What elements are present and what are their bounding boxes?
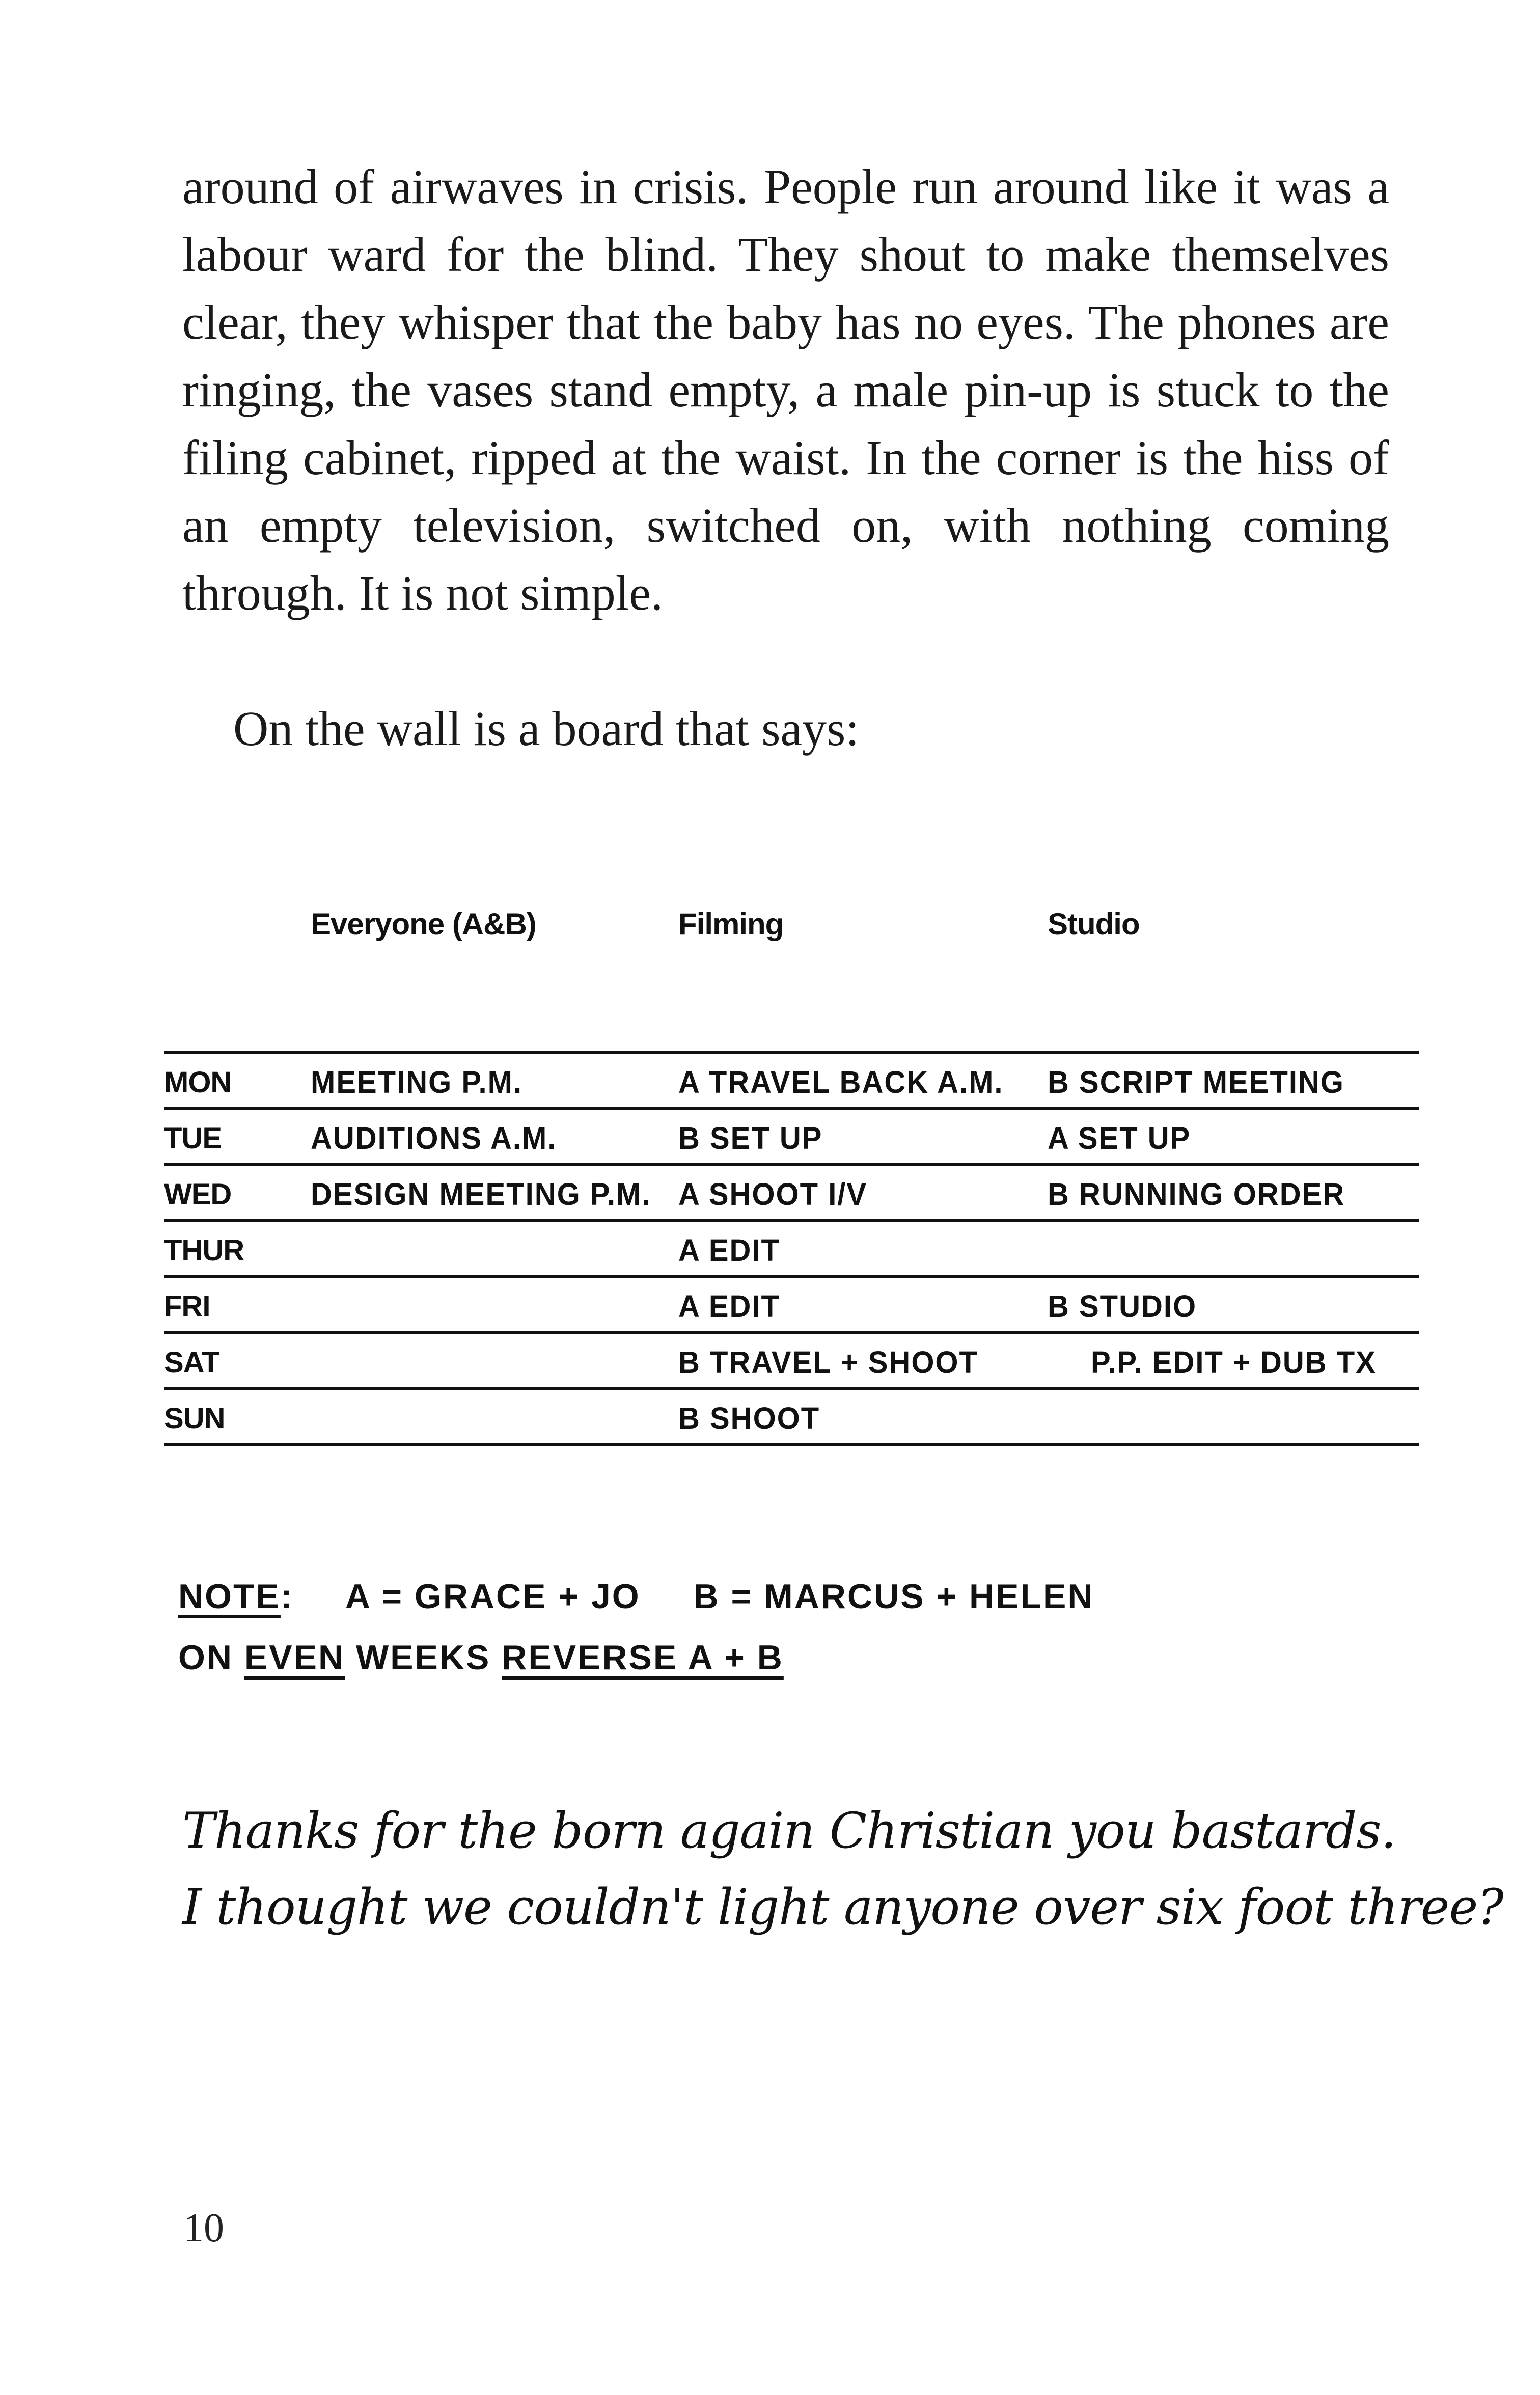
note-prefix: ON [178,1638,233,1677]
everyone-cell: DESIGN MEETING P.M. [311,1177,651,1212]
note-weeks: WEEKS [356,1638,491,1677]
filming-cell: A SHOOT I/V [678,1177,868,1212]
studio-cell: A SET UP [1048,1121,1191,1156]
filming-cell: B SET UP [678,1121,823,1156]
filming-cell: A TRAVEL BACK A.M. [678,1065,1004,1100]
header-filming: Filming [678,907,784,941]
table-row [164,1110,1419,1166]
studio-cell: B RUNNING ORDER [1048,1177,1345,1212]
body-text [182,153,1389,762]
paragraph: around of airwaves in crisis. People run around like it was a labour ward for the blind. They shout to make themselves clear, they whisper that the baby has no eyes. The phones are ringing, the vases stand empty, a male pin-up is stuck to the filing cabinet, ripped at the waist. In the corner is the hiss of an empty television, switched on, with nothing coming through. It is not simple. [182,159,1389,620]
page-number: 10 [183,2206,224,2250]
note-line [178,1566,1094,1627]
filming-cell: A EDIT [678,1233,780,1268]
paragraph: On the wall is a board that says: [233,701,860,756]
board-headers [164,906,1419,968]
scrawl-line: Thanks for the born again Christian you bastards. [182,1802,1396,1859]
studio-cell: B STUDIO [1048,1289,1197,1324]
studio-cell: B SCRIPT MEETING [1048,1065,1345,1100]
scrawl-line: I thought we couldn't light anyone over six foot three? [182,1879,1503,1936]
note-b-definition: B = MARCUS + HELEN [693,1577,1094,1616]
day-label: SUN [164,1402,225,1435]
header-everyone: Everyone (A&B) [311,907,536,941]
filming-cell: A EDIT [678,1289,780,1324]
day-label: MON [164,1066,232,1099]
note-line [178,1627,1094,1688]
table-row [164,1334,1419,1390]
handwritten-scrawl [182,1793,1503,1945]
filming-cell: B SHOOT [678,1401,820,1436]
everyone-cell: MEETING P.M. [311,1065,523,1100]
day-label: SAT [164,1346,219,1379]
table-row [164,1222,1419,1278]
studio-cell: P.P. EDIT + DUB TX [1091,1345,1377,1380]
note-reverse: REVERSE A + B [502,1638,784,1677]
day-label: TUE [164,1122,222,1155]
day-label: THUR [164,1234,244,1267]
note-separator: : [280,1577,294,1616]
day-label: WED [164,1178,232,1211]
everyone-cell: AUDITIONS A.M. [311,1121,557,1156]
schedule-board [164,906,1419,1436]
schedule-table [164,1051,1419,1446]
day-label: FRI [164,1290,210,1323]
handwritten-note [178,1566,1094,1688]
header-studio: Studio [1048,907,1140,941]
table-row [164,1278,1419,1334]
note-even: EVEN [244,1638,345,1677]
table-row [164,1390,1419,1446]
filming-cell: B TRAVEL + SHOOT [678,1345,978,1380]
table-row [164,1166,1419,1222]
note-a-definition: A = GRACE + JO [345,1577,641,1616]
table-row [164,1054,1419,1110]
note-label: NOTE [178,1577,281,1616]
